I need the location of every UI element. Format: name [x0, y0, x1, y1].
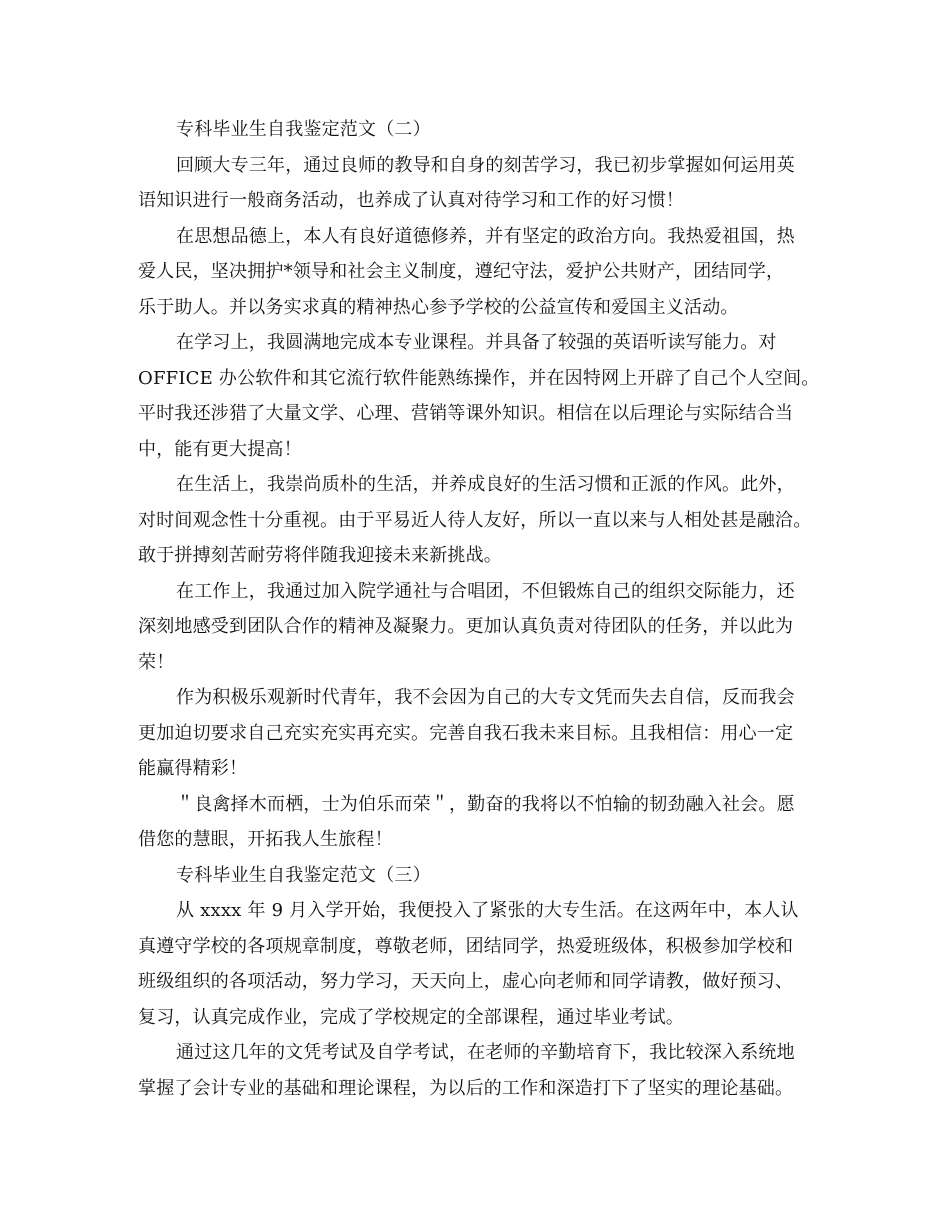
paragraph-line: 中，能有更大提高！ — [138, 438, 302, 460]
paragraph-line: 从 xxxx 年 9 月入学开始，我便投入了紧张的大专生活。在这两年中，本人认 — [176, 900, 799, 921]
paragraph-line: 借您的慧眼，开拓我人生旅程！ — [138, 829, 393, 850]
section-heading: 专科毕业生自我鉴定范文（二） — [176, 119, 431, 140]
paragraph-line: 掌握了会计专业的基础和理论课程，为以后的工作和深造打下了坚实的理论基础。 — [138, 1077, 794, 1099]
paragraph-line: 复习，认真完成作业，完成了学校规定的全部课程，通过毕业考试。 — [138, 1006, 684, 1028]
paragraph-line: 荣！ — [138, 651, 175, 673]
paragraph-line: 语知识进行一般商务活动，也养成了认真对待学习和工作的好习惯！ — [138, 190, 684, 211]
paragraph-line: 通过这几年的文凭考试及自学考试，在老师的辛勤培育下，我比较深入系统地 — [176, 1042, 795, 1063]
paragraph-line: 能赢得精彩！ — [138, 758, 248, 779]
paragraph-line: 在学习上，我圆满地完成本专业课程。并具备了较强的英语听读写能力。对 — [176, 332, 777, 353]
paragraph-line: 回顾大专三年，通过良师的教导和自身的刻苦学习，我已初步掌握如何运用英 — [176, 154, 795, 176]
paragraph-line: OFFICE 办公软件和其它流行软件能熟练操作，并在因特网上开辟了自己个人空间。 — [138, 367, 820, 389]
paragraph-line: 敢于拼搏刻苦耐劳将伴随我迎接未来新挑战。 — [138, 545, 502, 566]
paragraph-line: 爱人民，坚决拥护*领导和社会主义制度，遵纪守法，爱护公共财产，团结同学， — [138, 261, 785, 282]
paragraph-line: 平时我还涉猎了大量文学、心理、营销等课外知识。相信在以后理论与实际结合当 — [138, 403, 794, 424]
paragraph-line: 在思想品德上，本人有良好道德修养，并有坚定的政治方向。我热爱祖国，热 — [176, 225, 795, 247]
paragraph-line: 在生活上，我崇尚质朴的生活，并养成良好的生活习惯和正派的作风。此外， — [176, 474, 795, 495]
paragraph-line: 乐于助人。并以务实求真的精神热心参予学校的公益宣传和爱国主义活动。 — [138, 296, 739, 318]
paragraph-line: 作为积极乐观新时代青年，我不会因为自己的大专文凭而失去自信，反而我会 — [176, 687, 795, 708]
paragraph-line: 班级组织的各项活动，努力学习，天天向上，虚心向老师和同学请教，做好预习、 — [138, 971, 794, 992]
paragraph-line: 真遵守学校的各项规章制度，尊敬老师，团结同学，热爱班级体，积极参加学校和 — [138, 935, 794, 957]
paragraph-line: 更加迫切要求自己充实充实再充实。完善自我石我未来目标。且我相信：用心一定 — [138, 722, 794, 744]
section-heading: 专科毕业生自我鉴定范文（三） — [176, 864, 431, 886]
document-body — [138, 112, 818, 1106]
paragraph-line: 深刻地感受到团队合作的精神及凝聚力。更加认真负责对待团队的任务，并以此为 — [138, 616, 794, 637]
paragraph-line: ＂良禽择木而栖，士为伯乐而荣＂，勤奋的我将以不怕输的韧劲融入社会。愿 — [176, 793, 795, 815]
paragraph-line: 在工作上，我通过加入院学通社与合唱团，不但锻炼自己的组织交际能力，还 — [176, 580, 795, 602]
paragraph-line: 对时间观念性十分重视。由于平易近人待人友好，所以一直以来与人相处甚是融洽。 — [138, 509, 812, 531]
